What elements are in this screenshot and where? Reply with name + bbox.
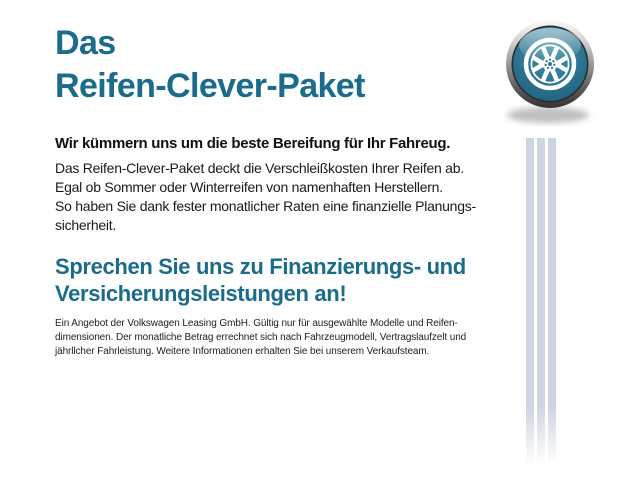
intro-body-line-4: sicherheit. <box>55 217 117 233</box>
legal-disclaimer <box>55 317 466 359</box>
intro-body-line-1: Das Reifen-Clever-Paket deckt die Verschleißkosten Ihrer Reifen ab. <box>55 160 464 176</box>
stripe-2 <box>537 138 545 465</box>
page-title <box>55 22 365 108</box>
cta-heading <box>55 253 466 307</box>
stripe-3 <box>548 138 556 465</box>
alloy-wheel-glossy-button-icon <box>503 16 599 126</box>
stripe-1 <box>526 138 534 465</box>
legal-line-1: Ein Angebot der Volkswagen Leasing GmbH. Gültig nur für ausgewählte Modelle und Reifen- <box>55 318 458 329</box>
cta-heading-line-1: Sprechen Sie uns zu Finanzierungs- und <box>55 254 466 279</box>
page-title-line-1: Das <box>55 24 116 62</box>
page-title-line-2: Reifen-Clever-Paket <box>55 67 365 105</box>
intro-subtitle: Wir kümmern uns um die beste Bereifung für Ihr Fahreug. <box>55 135 451 152</box>
legal-line-3: jährllcher Fahrleistung. Weitere Informationen erhalten Sie bei unserem Verkaufsteam. <box>55 346 430 357</box>
intro-body-line-3: So haben Sie dank fester monatlicher Raten eine finanzielle Planungs- <box>55 198 476 214</box>
intro-body <box>55 159 476 235</box>
intro-body-line-2: Egal ob Sommer oder Winterreifen von namenhaften Herstellern. <box>55 179 443 195</box>
cta-heading-line-2: Versicherungsleistungen an! <box>55 281 347 306</box>
legal-line-2: dimensionen. Der monatliche Betrag errechnet sich nach Fahrzeugmodell, Vertragslaufzelt und <box>55 332 467 343</box>
decorative-stripes <box>526 138 556 465</box>
